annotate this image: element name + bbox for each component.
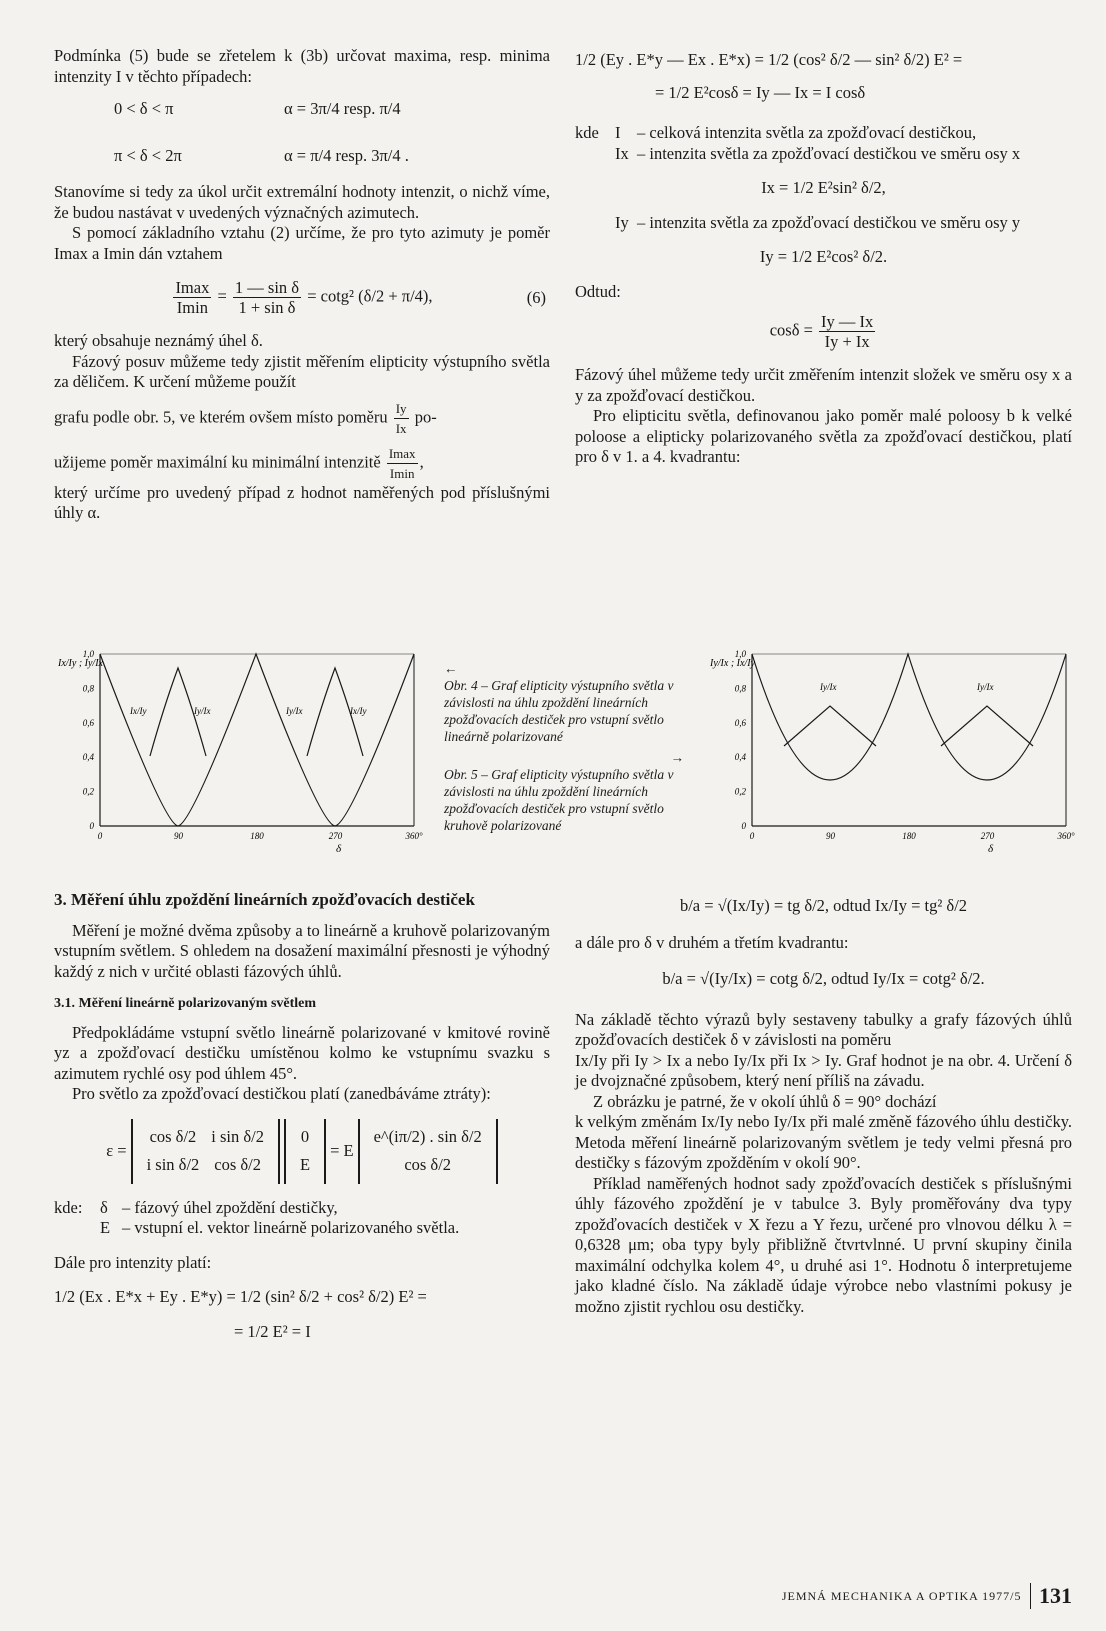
x-tick-label: 270 (328, 831, 343, 841)
paragraph: Na základě těchto výrazů byly sestaveny tabulky a grafy fázových úhlů zpožďovacích destiček δ v závislosti na poměru (575, 1009, 1072, 1049)
y-tick-label: 0,8 (734, 683, 746, 694)
paragraph: Měření je možné dvěma způsoby a to lineárně a kruhově polarizovaným vstupním světlem. S ohledem na dosažení maximální přesnosti je výhodný každý z nich v určité oblasti fázových úhlů. (54, 920, 550, 981)
paragraph: Stanovíme si tedy za úkol určit extremální hodnoty intenzit, o nichž víme, že budou nastávat v uvedených význačných azimutech. (54, 182, 550, 222)
equation: b/a = √(Ix/Iy) = tg δ/2, odtud Ix/Iy = tg² δ/2 (679, 896, 968, 915)
x-tick-label: 270 (980, 831, 995, 841)
caption-figure-4: Obr. 4 – Graf elipticity výstupního světla v závislosti na úhlu zpoždění lineárních zpožďovacích destiček pro vstupní světlo lineárně polarizované (444, 678, 674, 744)
curve-label: Iy/Ix (820, 682, 837, 692)
page-number: 131 (1039, 1583, 1072, 1608)
condition-row (114, 99, 550, 120)
paragraph: Pro elipticitu světla, definovanou jako poměr malé poloosy b k velké poloose a elipticky polarizovaného světla za zpožďovací destičkou, platí pro δ v 1. a 4. kvadrantu: (575, 406, 1072, 466)
equation: 1/2 (Ey . E*y — Ex . E*x) = 1/2 (cos² δ/2 — sin² δ/2) E² = (575, 50, 963, 69)
footer-divider (1030, 1583, 1032, 1609)
y-axis-label: Iy/Ix ; Ix/Iy (710, 658, 755, 669)
paragraph: Fázový úhel můžeme tedy určit změřením intenzit složek ve směru osy x a y za zpožďovací destičkou. (575, 365, 1072, 405)
figure-4-graph (54, 646, 424, 856)
paragraph: Předpokládáme vstupní světlo lineárně polarizované v kmitové rovině yz a zpožďovací destičku umístěnou kolmo ke vstupnímu svazku s azimutem rychlé osy pod úhlem 45°. (54, 1022, 550, 1083)
x-ticks (750, 831, 1075, 841)
y-tick-label: 0 (741, 821, 746, 831)
x-tick-label: 0 (749, 831, 755, 841)
paragraph: Ix/Iy při Iy > Ix a nebo Iy/Ix při Ix > Iy. Graf hodnot je na obr. 4. Určení δ je dvojznačné způsobem, který není příliš na závadu. (575, 1050, 1072, 1090)
fraction: $\frac{Iy — Ix}{Iy + Ix}$ (821, 312, 874, 351)
page-footer (782, 1583, 1072, 1609)
fraction: $\frac{\text{1 — sin δ}}{\text{1 + sin δ}}$ (234, 278, 300, 317)
equation-rhs: = cotg² (δ/2 + π/4), (307, 286, 433, 306)
x-tick-label: 180 (902, 831, 916, 841)
curve-label: Iy/Ix (977, 682, 994, 692)
caption-figure-5: Obr. 5 – Graf elipticity výstupního světla v závislosti na úhlu zpoždění lineárních zpožďovacích destiček pro vstupní světlo kruhově polarizované (444, 767, 674, 833)
matrix: cos δ/2 i sin δ/2 i sin δ/2 cos δ/2 (131, 1119, 280, 1184)
equation-number: (6) (526, 287, 546, 307)
x-tick-label: 360° (1057, 831, 1075, 841)
equation: = 1/2 E² = I (234, 1321, 311, 1341)
y-tick-label: 0,2 (82, 786, 94, 797)
paragraph: Podmínka (5) bude se zřetelem k (3b) určovat maxima, resp. minima intenzity I v těchto případech: (54, 46, 550, 86)
x-tick-label: 0 (97, 831, 103, 841)
fraction: $\frac{Iy}{Ix}$ (395, 400, 407, 436)
definition-row: kde: δ – fázový úhel zpoždění destičky, (54, 1197, 338, 1217)
y-tick-label: 0,8 (82, 683, 94, 694)
equation: Ix = 1/2 E²sin² δ/2, (761, 178, 886, 197)
x-tick-label: 90 (174, 831, 183, 841)
x-tick-label: 360° (405, 831, 423, 841)
x-ticks (98, 831, 423, 841)
matrix-equation: ε = cos δ/2 i sin δ/2 i sin δ/2 cos δ/2 0 E = E e^(iπ/2) . sin δ/2 cos δ/2 (54, 1119, 550, 1184)
condition: π < δ < 2π (114, 145, 182, 165)
condition: 0 < δ < π (114, 99, 174, 118)
definition-row: E – vstupní el. vektor lineárně polarizovaného světla. (100, 1218, 460, 1237)
paragraph: který obsahuje neznámý úhel δ. (54, 331, 263, 350)
equation: Iy = 1/2 E²cos² δ/2. (759, 247, 888, 266)
x-axis-label: δ (988, 843, 994, 855)
y-tick-label: 0,4 (734, 752, 746, 763)
right-column-top (575, 46, 1072, 468)
y-ticks (83, 649, 95, 831)
subsection-title: 3.1. Měření lineárně polarizovaným světlem (54, 996, 317, 1011)
journal-name: JEMNÁ MECHANIKA A OPTIKA 1977/5 (781, 1588, 1022, 1603)
fraction: $\frac{Imax}{Imin}$ (175, 278, 210, 317)
right-column-lower (575, 890, 1072, 1317)
x-tick-label: 180 (250, 831, 264, 841)
paragraph: k velkým změnám Ix/Iy nebo Iy/Ix při malé změně fázového úhlu destičky. Metoda měření lineárně polarizovaným světlem je tedy velmi přesná pro destičky s fázovým zpožděním v okolí 90°. (575, 1112, 1072, 1172)
axes (752, 654, 1066, 826)
paragraph: užijeme poměr maximální ku minimální intenzitě $\frac{Imax}{Imin}$ , (54, 445, 424, 481)
paragraph: Odtud: (575, 281, 621, 301)
curve-label: Ix/Iy (130, 706, 147, 716)
alpha-equation: α = 3π/4 resp. π/4 (284, 99, 401, 118)
arrow-left: ← (444, 661, 458, 676)
peak-curve (941, 706, 1033, 746)
peak-curve (784, 706, 876, 746)
y-tick-label: 0,2 (734, 786, 746, 797)
paragraph: Dále pro intenzity platí: (54, 1252, 212, 1272)
paragraph: S pomocí základního vztahu (2) určíme, že pro tyto azimuty je poměr Imax a Imin dán vztahem (54, 223, 550, 263)
equation: = 1/2 E²cosδ = Iy — Ix = I cosδ (655, 82, 866, 102)
alpha-equation: α = π/4 resp. 3π/4 . (284, 145, 409, 165)
equation: 1/2 (Ex . E*x + Ey . E*y) = 1/2 (sin² δ/2 + cos² δ/2) E² = (54, 1287, 427, 1306)
y-tick-label: 0 (89, 821, 94, 831)
definition-row: Iy – intenzita světla za zpožďovací destičkou ve směru osy y (615, 212, 1021, 232)
condition-row (114, 146, 550, 167)
y-tick-label: 1,0 (734, 649, 746, 659)
equation-6: $\frac{Imax}{Imin}$ = $\frac{\text{1 — sin δ}}{\text{1 + sin δ}}$ = cotg² (δ/2 + π/4), (6) (175, 278, 546, 317)
curve-label: Iy/Ix (194, 706, 211, 716)
x-tick-label: 90 (826, 831, 835, 841)
curve-label: Iy/Ix (286, 706, 303, 716)
paragraph: který určíme pro uvedený případ z hodnot naměřených pod příslušnými úhly α. (54, 482, 550, 522)
curve (752, 654, 1066, 780)
paragraph: a dále pro δ v druhém a třetím kvadrantu: (575, 932, 849, 952)
section-3 (54, 890, 550, 1342)
left-column-top (54, 46, 550, 524)
paragraph: Příklad naměřených hodnot sady zpožďovacích destiček s příslušnými úhly fázového zpoždění je v tabulce 3. Byly proměřovány dva typy zpožďovacích destiček v X řezu a Y řezu, určené pro vlnovou délku λ = 0,6328 μm; oba typy byly přibližně čtvrtvlnné. U první skupiny činila maximální odchylka kolem 4°, u druhé asi 1°. Hodnotu δ interpretujeme jako kladné číslo. Na základě údaje výrobce nebo vlastními pokusy je možno zjistit rychlou osu destičky. (575, 1173, 1072, 1316)
axes (100, 654, 414, 826)
definition-row: Ix – intenzita světla za zpožďovací destičkou ve směru osy x (615, 143, 1021, 163)
section-title: 3. Měření úhlu zpoždění lineárních zpožďovacích destiček (54, 890, 475, 909)
y-axis-label: Ix/Iy ; Iy/Ix (58, 658, 103, 669)
curve (100, 654, 414, 826)
figure-captions (444, 660, 684, 834)
definition-row: kde I – celková intenzita světla za zpožďovací destičkou, (575, 123, 977, 142)
paragraph: Pro světlo za zpožďovací destičkou platí (zanedbáváme ztráty): (72, 1084, 491, 1103)
curve-label: Ix/Iy (350, 706, 367, 716)
vector: e^(iπ/2) . sin δ/2 cos δ/2 (358, 1119, 498, 1184)
fraction: $\frac{Imax}{Imin}$ (388, 445, 416, 481)
vector: 0 E (284, 1119, 326, 1184)
equation: cosδ = $\frac{Iy — Ix}{Iy + Ix}$ (769, 312, 874, 351)
paragraph: Fázový posuv můžeme tedy zjistit měřením elipticity výstupního světla za děličem. K určení můžeme použít (54, 351, 550, 391)
y-ticks (735, 649, 747, 831)
y-tick-label: 0,4 (82, 752, 94, 763)
paragraph: grafu podle obr. 5, ve kterém ovšem místo poměru $\frac{Iy}{Ix}$ po- (54, 400, 437, 436)
figure-5-graph (706, 646, 1076, 856)
y-tick-label: 0,6 (82, 717, 94, 728)
equation: b/a = √(Iy/Ix) = cotg δ/2, odtud Iy/Ix = cotg² δ/2. (662, 969, 985, 988)
y-tick-label: 0,6 (734, 717, 746, 728)
paragraph: Z obrázku je patrné, že v okolí úhlů δ = 90° dochází (593, 1091, 937, 1111)
arrow-right: → (670, 750, 684, 765)
x-axis-label: δ (336, 843, 342, 855)
y-tick-label: 1,0 (82, 649, 94, 659)
